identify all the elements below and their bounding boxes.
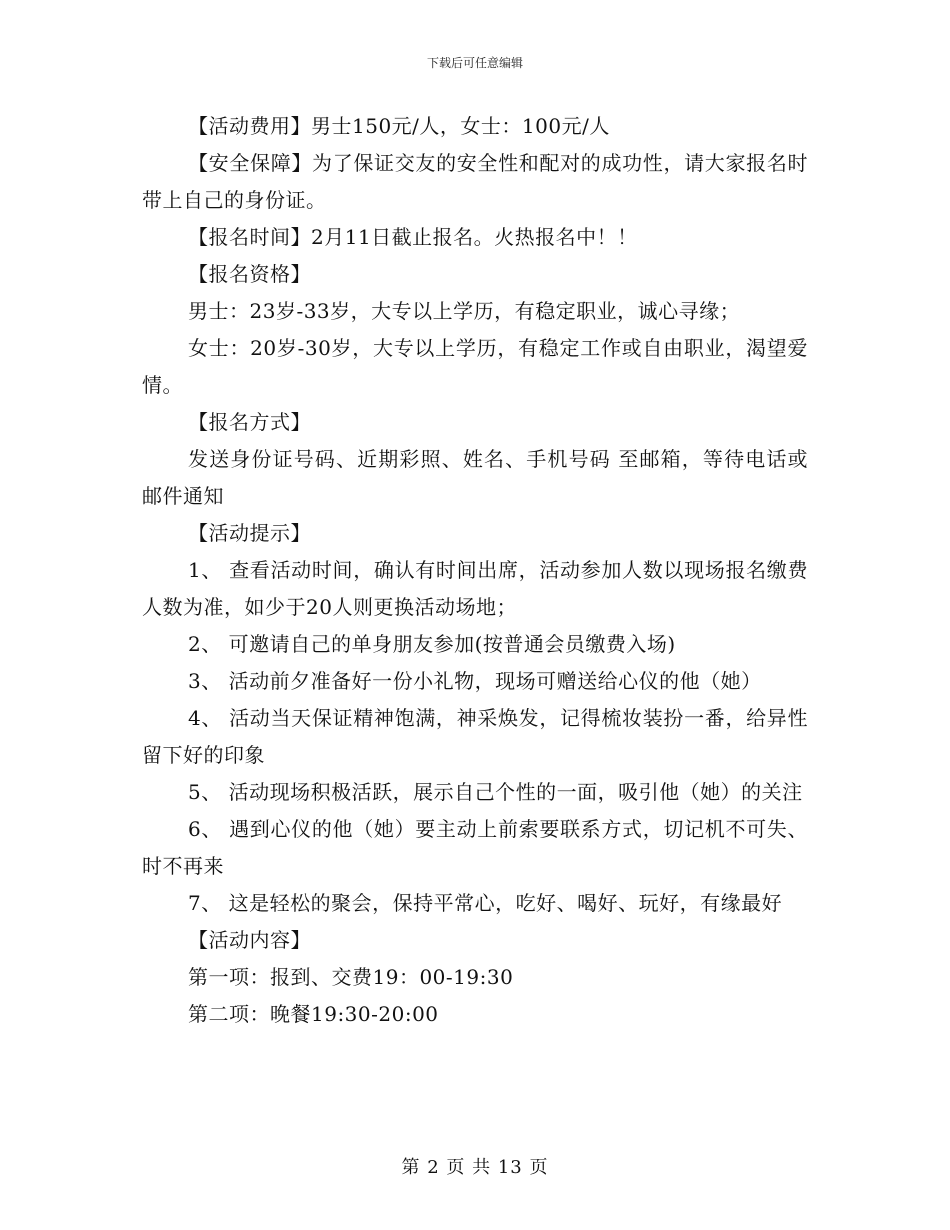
paragraph-eligibility-women: 女士：20岁-30岁，大专以上学历，有稳定工作或自由职业，渴望爱情。 [142, 336, 808, 397]
page-header-note: 下载后可任意编辑 [426, 56, 523, 70]
paragraph-safety: 【安全保障】为了保证交友的安全性和配对的成功性，请大家报名时带上自己的身份证。 [142, 151, 808, 212]
paragraph-signup-method: 发送身份证号码、近期彩照、姓名、手机号码 至邮箱，等待电话或邮件通知 [142, 447, 808, 508]
paragraph-signup-deadline: 【报名时间】2月11日截止报名。火热报名中！！ [188, 225, 638, 249]
paragraph-eligibility-heading: 【报名资格】 [188, 262, 311, 286]
paragraph-signup-method-heading: 【报名方式】 [188, 410, 311, 434]
paragraph-eligibility-men: 男士：23岁-33岁，大专以上学历，有稳定职业，诚心寻缘； [188, 299, 741, 323]
paragraph-item-2: 第二项：晚餐19:30-20:00 [188, 1002, 439, 1026]
paragraph-content-heading: 【活动内容】 [188, 928, 311, 952]
paragraph-activity-fee: 【活动费用】男士150元/人，女士：100元/人 [188, 114, 610, 138]
paragraph-tips-heading: 【活动提示】 [188, 521, 311, 545]
paragraph-item-1: 第一项：报到、交费19：00-19:30 [188, 965, 514, 989]
paragraph-tip-4: 4、 活动当天保证精神饱满，神采焕发，记得梳妆装扮一番，给异性留下好的印象 [142, 706, 808, 767]
paragraph-tip-6: 6、 遇到心仪的他（她）要主动上前索要联系方式，切记机不可失、时不再来 [142, 817, 808, 878]
paragraph-tip-3: 3、 活动前夕准备好一份小礼物，现场可赠送给心仪的他（她） [188, 669, 762, 693]
paragraph-tip-2: 2、 可邀请自己的单身朋友参加(按普通会员缴费入场) [188, 632, 676, 656]
paragraph-tip-7: 7、 这是轻松的聚会，保持平常心，吃好、喝好、玩好，有缘最好 [188, 891, 783, 915]
paragraph-tip-5: 5、 活动现场积极活跃，展示自己个性的一面，吸引他（她）的关注 [188, 780, 803, 804]
document-body [142, 108, 808, 1033]
page-number-footer: 第 2 页 共 13 页 [401, 1157, 549, 1178]
paragraph-tip-1: 1、 查看活动时间，确认有时间出席，活动参加人数以现场报名缴费人数为准，如少于20人则更换活动场地； [142, 558, 808, 619]
